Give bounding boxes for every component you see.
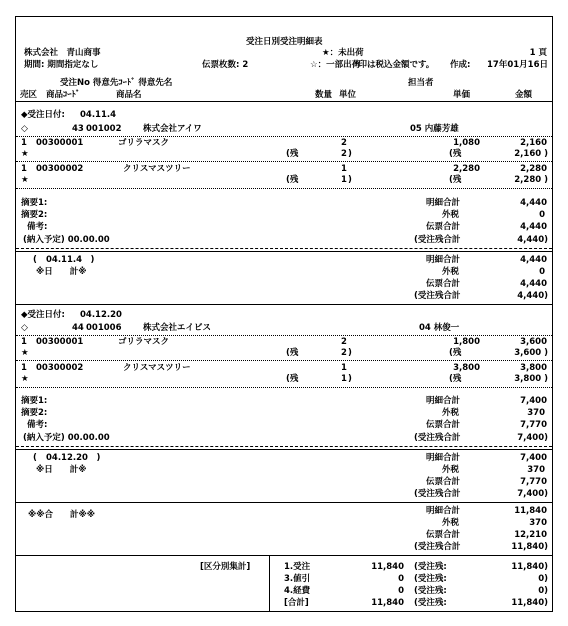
day-slip-total: 7,770	[520, 477, 547, 487]
sales-class: 1	[21, 164, 27, 174]
detail-total: 7,400	[520, 396, 547, 406]
breakdown-divider	[269, 556, 270, 611]
breakdown-value: 11,840	[371, 598, 404, 608]
breakdown-value: 11,840	[371, 562, 404, 572]
day-total-top-rule	[16, 251, 552, 252]
slip-total-label: 伝票合計	[426, 420, 461, 430]
order-mark: ◇	[21, 323, 28, 333]
remain-amount: 2,160 )	[514, 149, 548, 159]
slip-total: 7,770	[520, 420, 547, 430]
remain-qty: 1	[341, 175, 347, 185]
breakdown-value: 0	[398, 586, 404, 596]
day-remain-total: 7,400)	[517, 489, 548, 499]
order-date: 04.11.4	[80, 110, 117, 120]
remarks-label: 備考:	[27, 222, 48, 232]
remain-close: )	[348, 149, 352, 159]
remain-total-label: (受注残合計	[414, 291, 461, 301]
column-item-name: 商品名	[116, 90, 142, 100]
line-amount: 3,800	[520, 363, 547, 373]
column-amount: 金額	[515, 90, 533, 100]
column-sales-class: 売区	[20, 90, 38, 100]
detail-total-label: 明細合計	[426, 255, 461, 265]
ext-tax-label: 外税	[442, 465, 460, 475]
breakdown-label: 4.経費	[284, 586, 311, 596]
header-rule	[16, 101, 552, 102]
sales-class: 1	[21, 363, 27, 373]
unshipped-mark: ★	[21, 149, 29, 159]
quantity: 2	[341, 138, 347, 148]
order-separator	[16, 335, 552, 336]
slip-total-label: 伝票合計	[426, 530, 461, 540]
quantity: 2	[341, 337, 347, 347]
summary1-label: 摘要1:	[21, 198, 48, 208]
unit-price: 1,800	[453, 337, 480, 347]
remain-label: (残	[449, 374, 462, 384]
ext-tax-label: 外税	[442, 518, 460, 528]
ext-tax: 0	[539, 210, 545, 220]
item-code: 00300002	[36, 164, 84, 174]
order-date: 04.12.20	[80, 310, 122, 320]
remain-label: (残	[449, 348, 462, 358]
unit-price: 3,800	[453, 363, 480, 373]
order-date-label: ◆受注日付:	[21, 310, 65, 320]
item-code: 00300002	[36, 363, 84, 373]
day-total-date: 04.12.20 )	[46, 453, 101, 463]
remarks-label: 備考:	[27, 420, 48, 430]
slip-total-label: 伝票合計	[426, 222, 461, 232]
day-total-top-rule	[16, 449, 552, 450]
detail-total-label: 明細合計	[426, 396, 461, 406]
order-separator	[16, 136, 552, 137]
slip-total-label: 伝票合計	[426, 477, 461, 487]
legend-unshipped: ★：未出荷	[322, 48, 364, 58]
line-separator	[16, 387, 552, 388]
customer-code: 001002	[86, 124, 122, 134]
breakdown-label: 3.値引	[284, 574, 311, 584]
breakdown-value: 0	[398, 574, 404, 584]
item-name: クリスマスツリー	[123, 363, 191, 373]
remain-label: (残	[286, 374, 299, 384]
unshipped-mark: ★	[21, 175, 29, 185]
breakdown-label: 1.受注	[284, 562, 311, 572]
report-title: 受注日別受注明細表	[246, 37, 323, 47]
day-ext-tax: 0	[539, 267, 545, 277]
breakdown-remain-label: (受注残:	[414, 574, 447, 584]
remain-total-label: (受注残合計	[414, 489, 461, 499]
quantity: 1	[341, 363, 347, 373]
summary1-label: 摘要1:	[21, 396, 48, 406]
detail-total-label: 明細合計	[426, 453, 461, 463]
column-staff: 担当者	[408, 78, 434, 88]
detail-total-label: 明細合計	[426, 506, 461, 516]
line-amount: 2,280	[520, 164, 547, 174]
column-item-code: 商品ｺｰﾄﾞ	[46, 90, 81, 100]
remain-total: 7,400)	[517, 433, 548, 443]
page-number: 1 頁	[529, 48, 547, 58]
ext-tax-label: 外税	[442, 267, 460, 277]
remain-total-label: (受注残合計	[414, 235, 461, 245]
breakdown-remain-label: (受注残:	[414, 562, 447, 572]
breakdown-title: [区分別集計]	[200, 562, 251, 572]
remain-close: )	[348, 348, 352, 358]
created-label: 作成:	[450, 60, 471, 70]
slip-total-label: 伝票合計	[426, 279, 461, 289]
grand-detail-total: 11,840	[514, 506, 547, 516]
ext-tax: 370	[527, 408, 545, 418]
remain-total: 4,440)	[517, 235, 548, 245]
customer-name: 株式会社アイワ	[143, 124, 202, 134]
breakdown-remain: 11,840)	[511, 562, 548, 572]
remain-label: (残	[286, 348, 299, 358]
unshipped-mark: ★	[21, 348, 29, 358]
breakdown-remain: 11,840)	[511, 598, 548, 608]
remain-qty: 2	[341, 348, 347, 358]
day-remain-total: 4,440)	[517, 291, 548, 301]
order-no: 44	[72, 323, 84, 333]
remain-label: (残	[449, 149, 462, 159]
summary2-label: 摘要2:	[21, 210, 48, 220]
order-date-label: ◆受注日付:	[21, 110, 65, 120]
slip-separator	[16, 446, 552, 447]
day-total-label: ※日 計※	[36, 465, 87, 475]
remain-qty: 1	[341, 374, 347, 384]
sales-class: 1	[21, 138, 27, 148]
customer-code: 001006	[86, 323, 122, 333]
remain-amount: 3,800 )	[514, 374, 548, 384]
item-code: 00300001	[36, 138, 84, 148]
day-ext-tax: 370	[527, 465, 545, 475]
remain-amount: 2,280 )	[514, 175, 548, 185]
grand-remain-total: 11,840)	[511, 542, 548, 552]
order-mark: ◇	[21, 124, 28, 134]
breakdown-remain-label: (受注残:	[414, 586, 447, 596]
grand-ext-tax: 370	[529, 518, 547, 528]
breakdown-remain: 0)	[538, 586, 548, 596]
remain-close: )	[348, 175, 352, 185]
staff-name: 05 内藤芳雄	[410, 124, 459, 134]
day-paren: (	[33, 255, 37, 265]
quantity: 1	[341, 164, 347, 174]
slip-total: 4,440	[520, 222, 547, 232]
unshipped-mark: ★	[21, 374, 29, 384]
column-price: 単価	[453, 90, 471, 100]
remain-label: (残	[449, 175, 462, 185]
column-unit: 単位	[339, 90, 357, 100]
grand-total-label: ※※合 計※※	[28, 510, 96, 520]
day-slip-total: 4,440	[520, 279, 547, 289]
period: 期間: 期間指定なし	[24, 60, 99, 70]
line-separator	[16, 360, 552, 361]
item-name: クリスマスツリー	[123, 164, 191, 174]
slip-count: 伝票枚数: 2	[202, 60, 249, 70]
day-total-bottom-rule	[16, 304, 552, 305]
summary2-label: 摘要2:	[21, 408, 48, 418]
day-total-date: 04.11.4 )	[46, 255, 95, 265]
remain-qty: 2	[341, 149, 347, 159]
remain-close: )	[348, 374, 352, 384]
grand-slip-total: 12,210	[514, 530, 547, 540]
remain-label: (残	[286, 175, 299, 185]
slip-separator	[16, 248, 552, 249]
staff-name: 04 林俊一	[419, 323, 460, 333]
line-amount: 3,600	[520, 337, 547, 347]
day-total-label: ※日 計※	[36, 267, 87, 277]
detail-total: 4,440	[520, 198, 547, 208]
created-date: 17年01月16日	[487, 60, 548, 70]
item-code: 00300001	[36, 337, 84, 347]
unit-price: 2,280	[453, 164, 480, 174]
column-qty: 数量	[315, 90, 333, 100]
ext-tax-label: 外税	[442, 210, 460, 220]
item-name: ゴリラマスク	[118, 138, 170, 148]
ext-tax-label: 外税	[442, 408, 460, 418]
remain-total-label: (受注残合計	[414, 542, 461, 552]
unit-price: 1,080	[453, 138, 480, 148]
breakdown-remain-label: (受注残:	[414, 598, 447, 608]
grand-total-rule	[16, 555, 552, 556]
column-order-no: 受注No 得意先ｺｰﾄﾞ 得意先名	[60, 78, 173, 88]
remain-label: (残	[286, 149, 299, 159]
company-name: 株式会社 青山商事	[24, 48, 101, 58]
breakdown-label: [合計]	[284, 598, 309, 608]
breakdown-remain: 0)	[538, 574, 548, 584]
day-paren: (	[33, 453, 37, 463]
legend-partial: ☆：一部出荷	[310, 60, 361, 70]
delivery-date: (納入予定) 00.00.00	[23, 433, 110, 443]
remain-total-label: (受注残合計	[414, 433, 461, 443]
customer-name: 株式会社エイビス	[143, 323, 212, 333]
line-separator	[16, 161, 552, 162]
sales-class: 1	[21, 337, 27, 347]
day-detail-total: 7,400	[520, 453, 547, 463]
item-name: ゴリラマスク	[118, 337, 170, 347]
day-total-bottom-rule	[16, 502, 552, 503]
delivery-date: (納入予定) 00.00.00	[23, 235, 110, 245]
line-amount: 2,160	[520, 138, 547, 148]
line-separator	[16, 188, 552, 189]
day-detail-total: 4,440	[520, 255, 547, 265]
remain-amount: 3,600 )	[514, 348, 548, 358]
detail-total-label: 明細合計	[426, 198, 461, 208]
tax-note: *印は税込金額です。	[354, 60, 435, 70]
order-no: 43	[72, 124, 84, 134]
